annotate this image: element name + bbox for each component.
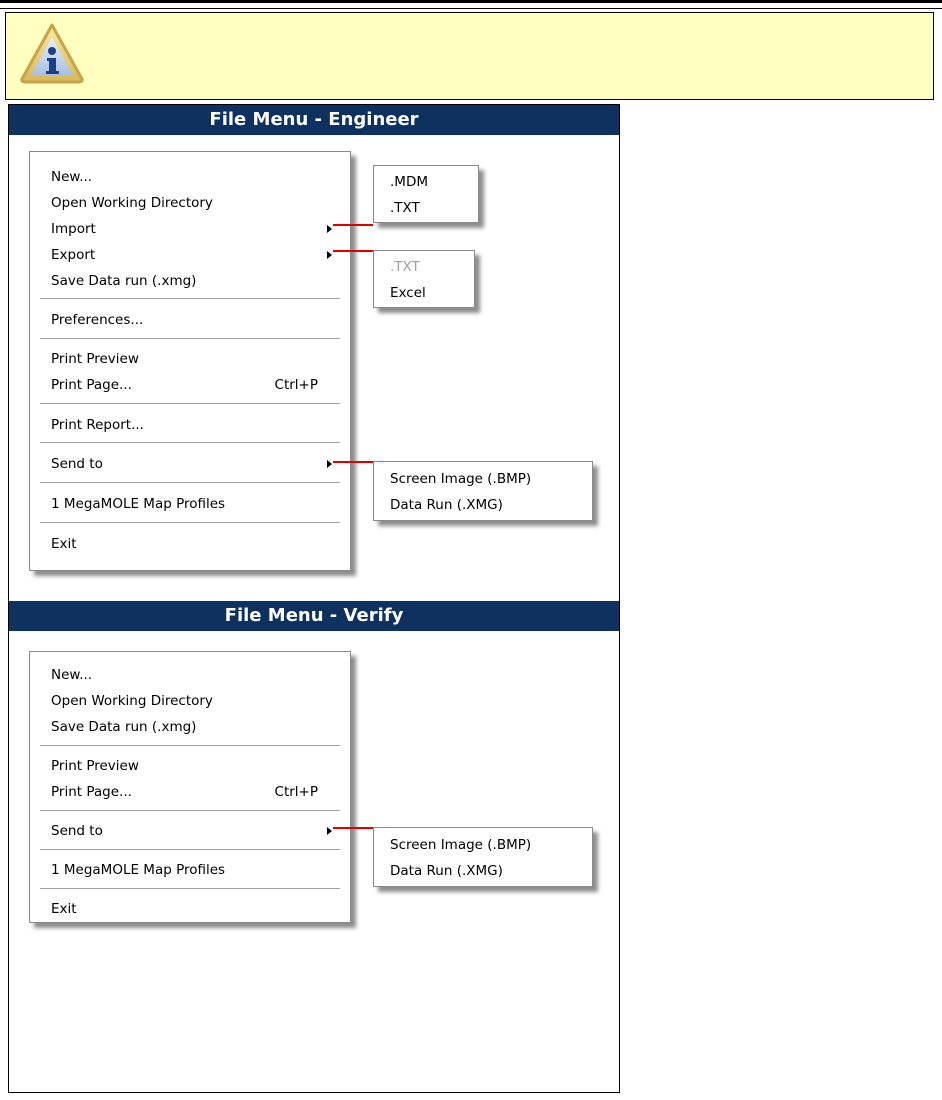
menu-item-send-to[interactable] [30, 818, 350, 844]
menu-separator [40, 522, 340, 524]
submenu-item-data-run[interactable]: Data Run (.XMG) [390, 497, 503, 513]
menu-item-open-working-directory[interactable]: Open Working Directory [51, 693, 213, 709]
menu-item-import-label: Import [51, 221, 96, 237]
menu-separator [40, 810, 340, 812]
menu-item-send-to[interactable] [30, 451, 350, 477]
menu-item-print-page[interactable] [30, 372, 350, 398]
submenu-item-mdm[interactable]: .MDM [390, 174, 428, 190]
menu-item-save-data-run[interactable]: Save Data run (.xmg) [51, 719, 197, 735]
menu-item-print-page-label: Print Page... [51, 784, 132, 800]
submenu-arrow-icon [327, 251, 332, 259]
submenu-arrow-icon [327, 460, 332, 468]
menu-separator [40, 298, 340, 300]
menu-item-print-page[interactable] [30, 779, 350, 805]
menu-item-export[interactable] [30, 242, 350, 268]
menu-item-save-data-run[interactable]: Save Data run (.xmg) [51, 273, 197, 289]
send-to-connector [333, 461, 373, 463]
menu-separator [40, 482, 340, 484]
submenu-item-screen-image[interactable]: Screen Image (.BMP) [390, 837, 532, 853]
menu-item-export-label: Export [51, 247, 96, 263]
menu-item-recent-file[interactable]: 1 MegaMOLE Map Profiles [51, 496, 226, 512]
info-note [5, 12, 934, 100]
menu-item-print-preview[interactable]: Print Preview [51, 758, 139, 774]
submenu-item-data-run[interactable]: Data Run (.XMG) [390, 863, 503, 879]
verify-file-menu [29, 651, 351, 923]
menu-item-send-to-label: Send to [51, 823, 103, 839]
menu-item-open-working-directory[interactable]: Open Working Directory [51, 195, 213, 211]
menu-separator [40, 442, 340, 444]
submenu-item-txt[interactable]: .TXT [390, 200, 420, 216]
menu-item-print-report[interactable]: Print Report... [51, 417, 144, 433]
menu-separator [40, 403, 340, 405]
import-submenu [373, 165, 479, 223]
shortcut-label: Ctrl+P [274, 377, 318, 393]
shortcut-label: Ctrl+P [274, 784, 318, 800]
export-connector [333, 250, 373, 252]
menu-item-print-page-label: Print Page... [51, 377, 132, 393]
submenu-item-excel[interactable]: Excel [390, 285, 426, 301]
menu-separator [40, 888, 340, 890]
menu-item-preferences[interactable]: Preferences... [51, 312, 144, 328]
export-submenu [373, 250, 475, 308]
menu-separator [40, 849, 340, 851]
send-to-submenu [373, 827, 593, 887]
menu-separator [40, 745, 340, 747]
menu-separator [40, 338, 340, 340]
send-to-connector [333, 827, 373, 829]
menu-item-import[interactable] [30, 216, 350, 242]
submenu-item-screen-image[interactable]: Screen Image (.BMP) [390, 471, 532, 487]
menu-item-exit[interactable]: Exit [51, 536, 77, 552]
engineer-file-menu [29, 151, 351, 571]
engineer-section-header: File Menu - Engineer [9, 105, 619, 135]
menu-item-new[interactable]: New... [51, 667, 93, 683]
import-connector [333, 224, 373, 226]
send-to-submenu [373, 461, 593, 521]
submenu-item-txt-disabled: .TXT [390, 259, 420, 275]
file-menus-panel [8, 104, 620, 1093]
info-icon [18, 21, 86, 85]
menu-item-send-to-label: Send to [51, 456, 103, 472]
menu-item-new[interactable]: New... [51, 169, 93, 185]
submenu-arrow-icon [327, 827, 332, 835]
menu-item-recent-file[interactable]: 1 MegaMOLE Map Profiles [51, 862, 226, 878]
top-rule-thin [0, 8, 942, 9]
submenu-arrow-icon [327, 225, 332, 233]
menu-item-exit[interactable]: Exit [51, 901, 77, 917]
verify-section-header: File Menu - Verify [9, 601, 619, 631]
top-rule [0, 0, 942, 3]
menu-item-print-preview[interactable]: Print Preview [51, 351, 139, 367]
